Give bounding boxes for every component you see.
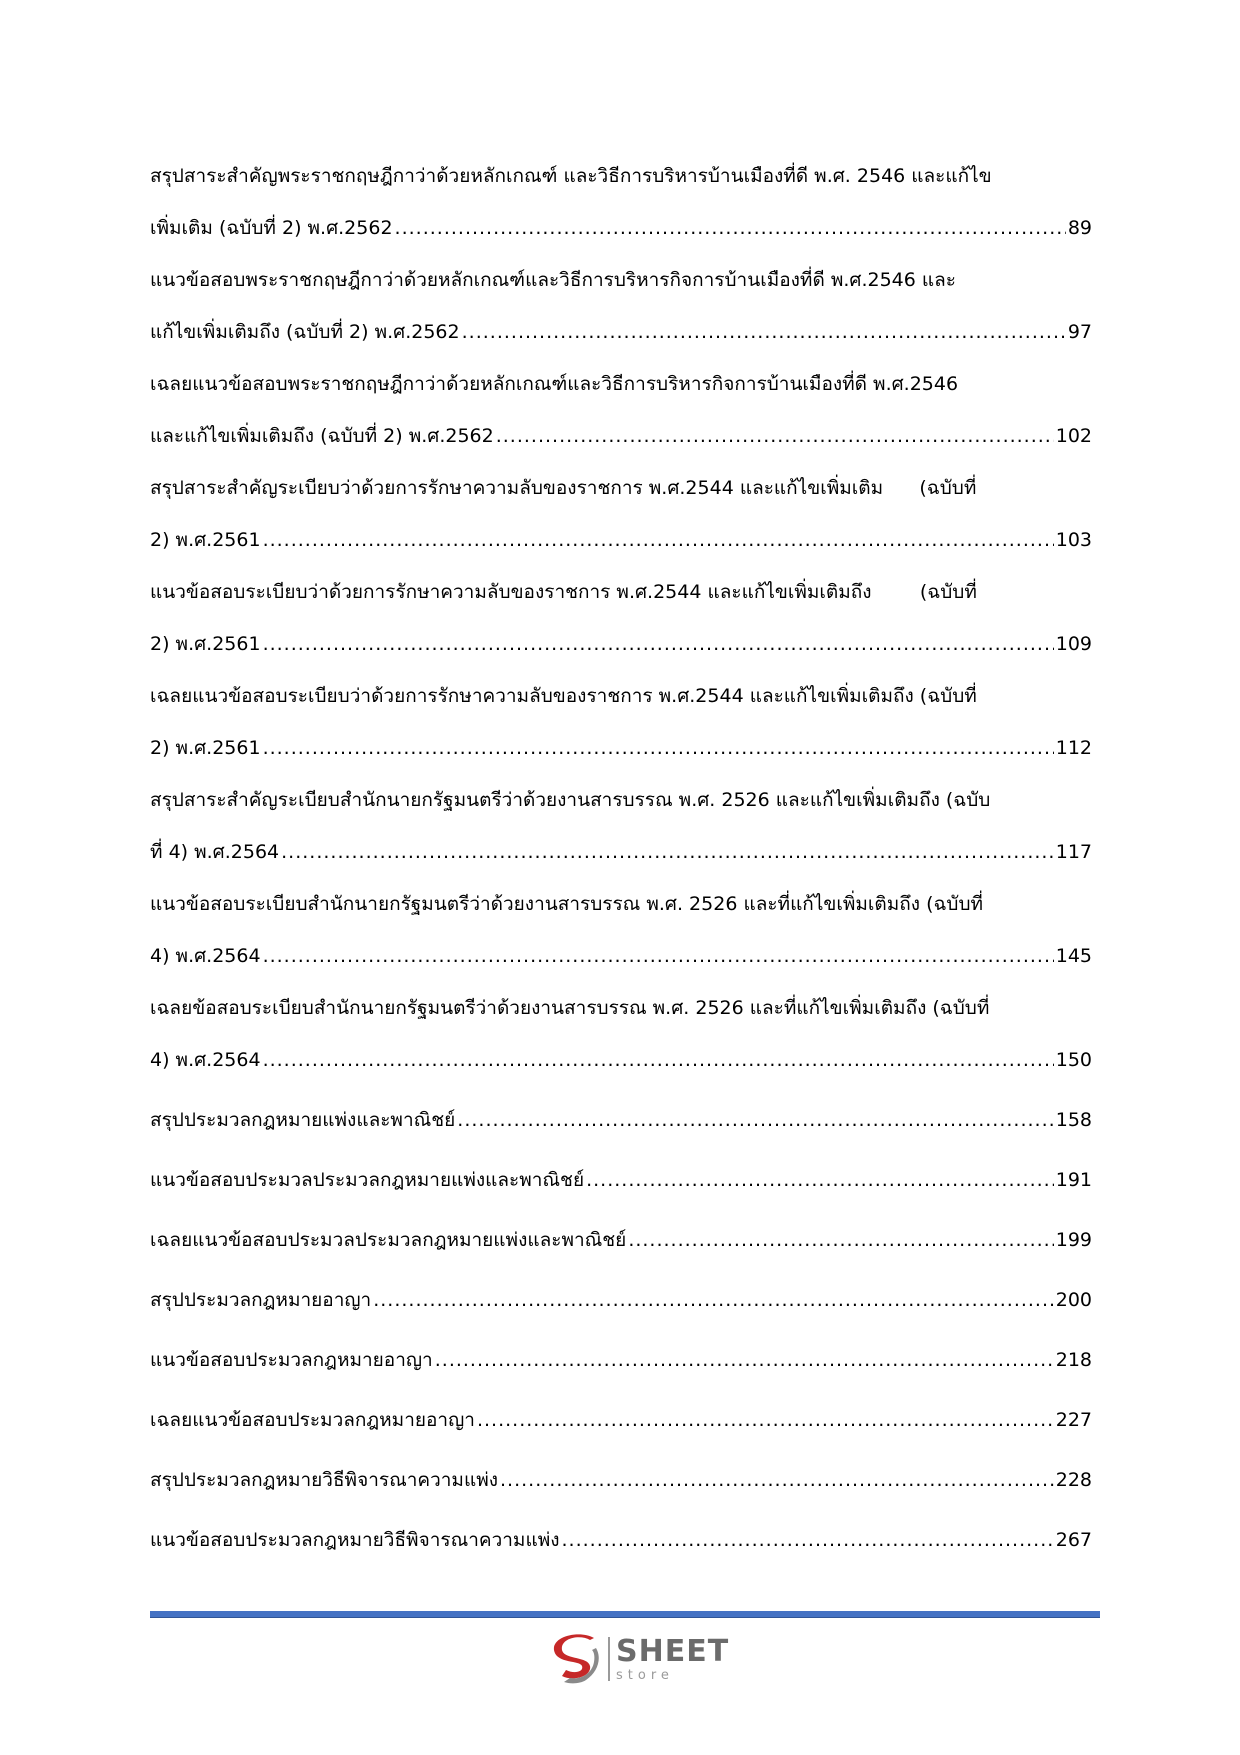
toc-page-number: 218: [1055, 1349, 1092, 1371]
sheet-store-logo-icon: [550, 1632, 604, 1686]
sheet-store-logo: [550, 1632, 729, 1686]
toc-entry-title: เฉลยข้อสอบระเบียบสำนักนายกรัฐมนตรีว่าด้วยงานสารบรรณ พ.ศ. 2526 และที่แก้ไขเพิ่มเติมถึง (ฉบับที่: [150, 997, 990, 1019]
toc-page-number: 117: [1055, 841, 1092, 863]
toc-entry-title: แนวข้อสอบประมวลกฎหมายวิธีพิจารณาความแพ่ง: [150, 1529, 560, 1551]
leader-dots: [628, 1214, 1053, 1266]
leader-dots: [496, 410, 1054, 462]
toc-entry-title: สรุปประมวลกฎหมายวิธีพิจารณาความแพ่ง: [150, 1469, 498, 1491]
toc-page-number: 97: [1067, 321, 1092, 343]
toc-entry-title-cont: ที่ 4) พ.ศ.2564: [150, 841, 280, 863]
toc-entry[interactable]: [150, 1334, 1092, 1386]
toc-page-number: 89: [1067, 217, 1092, 239]
toc-entry-title: แนวข้อสอบประมวลกฎหมายอาญา: [150, 1349, 433, 1371]
leader-dots: [263, 722, 1054, 774]
toc-entry-title-cont: 2) พ.ศ.2561: [150, 633, 261, 655]
logo-word: SHEET: [616, 1633, 730, 1669]
toc-entry[interactable]: [150, 1454, 1092, 1506]
leader-dots: [435, 1334, 1054, 1386]
toc-page-number: 267: [1055, 1529, 1092, 1551]
toc-entry[interactable]: [150, 1094, 1092, 1146]
toc-page-number: 227: [1055, 1409, 1092, 1431]
leader-dots: [263, 1034, 1054, 1086]
toc-entry-title: สรุปสาระสำคัญระเบียบว่าด้วยการรักษาความลับของราชการ พ.ศ.2544 และแก้ไขเพิ่มเติม (ฉบับที่: [150, 477, 977, 499]
toc-entry[interactable]: [150, 1274, 1092, 1326]
toc-page-number: 145: [1055, 945, 1092, 967]
toc-page-number: 158: [1055, 1109, 1092, 1131]
toc-page-number: 191: [1055, 1169, 1092, 1191]
toc-page-number: 109: [1055, 633, 1092, 655]
toc-page-number: 112: [1055, 737, 1092, 759]
toc-entry-title: แนวข้อสอบพระราชกฤษฎีกาว่าด้วยหลักเกณฑ์และวิธีการบริหารกิจการบ้านเมืองที่ดี พ.ศ.2546 และ: [150, 269, 956, 291]
leader-dots: [263, 618, 1054, 670]
toc-entry[interactable]: [150, 774, 1092, 878]
toc-page-number: 150: [1055, 1049, 1092, 1071]
leader-dots: [562, 1514, 1054, 1566]
toc-entry-title-cont: 4) พ.ศ.2564: [150, 945, 261, 967]
leader-dots: [263, 930, 1054, 982]
toc-entry-title: แนวข้อสอบระเบียบสำนักนายกรัฐมนตรีว่าด้วยงานสารบรรณ พ.ศ. 2526 และที่แก้ไขเพิ่มเติมถึง (ฉบับที่: [150, 893, 984, 915]
toc-page-number: 102: [1055, 425, 1092, 447]
table-of-contents: [150, 150, 1092, 1566]
toc-entry-title: แนวข้อสอบระเบียบว่าด้วยการรักษาความลับของราชการ พ.ศ.2544 และแก้ไขเพิ่มเติมถึง (ฉบับที่: [150, 581, 977, 603]
toc-entry-title-cont: และแก้ไขเพิ่มเติมถึง (ฉบับที่ 2) พ.ศ.2562: [150, 425, 494, 447]
toc-entry-title: เฉลยแนวข้อสอบระเบียบว่าด้วยการรักษาความลับของราชการ พ.ศ.2544 และแก้ไขเพิ่มเติมถึง (ฉบับที่: [150, 685, 977, 707]
logo-wordmark: [616, 1633, 730, 1683]
leader-dots: [500, 1454, 1054, 1506]
toc-entry-title-cont: แก้ไขเพิ่มเติมถึง (ฉบับที่ 2) พ.ศ.2562: [150, 321, 460, 343]
toc-entry[interactable]: [150, 462, 1092, 566]
toc-entry-title-cont: 4) พ.ศ.2564: [150, 1049, 261, 1071]
toc-entry-title-cont: 2) พ.ศ.2561: [150, 529, 261, 551]
leader-dots: [373, 1274, 1054, 1326]
toc-page-number: 199: [1055, 1229, 1092, 1251]
toc-entry[interactable]: [150, 254, 1092, 358]
toc-page-number: 200: [1055, 1289, 1092, 1311]
toc-entry-title-cont: เพิ่มเติม (ฉบับที่ 2) พ.ศ.2562: [150, 217, 393, 239]
toc-entry-title: สรุปประมวลกฎหมายแพ่งและพาณิชย์: [150, 1109, 456, 1131]
toc-entry[interactable]: [150, 982, 1092, 1086]
toc-entry-title: สรุปสาระสำคัญพระราชกฤษฎีกาว่าด้วยหลักเกณฑ์ และวิธีการบริหารบ้านเมืองที่ดี พ.ศ. 2546 และแก้ไข: [150, 165, 992, 187]
toc-entry[interactable]: [150, 1154, 1092, 1206]
leader-dots: [263, 514, 1054, 566]
toc-entry[interactable]: [150, 1514, 1092, 1566]
toc-entry-title: สรุปประมวลกฎหมายอาญา: [150, 1289, 372, 1311]
leader-dots: [457, 1094, 1053, 1146]
footer-rule: [150, 1611, 1100, 1618]
logo-separator: [608, 1637, 610, 1681]
toc-entry-title: สรุปสาระสำคัญระเบียบสำนักนายกรัฐมนตรีว่าด้วยงานสารบรรณ พ.ศ. 2526 และแก้ไขเพิ่มเติมถึง (ฉบับ: [150, 789, 991, 811]
toc-entry-title: แนวข้อสอบประมวลประมวลกฎหมายแพ่งและพาณิชย์: [150, 1169, 585, 1191]
leader-dots: [586, 1154, 1054, 1206]
toc-entry[interactable]: [150, 150, 1092, 254]
toc-entry[interactable]: [150, 358, 1092, 462]
leader-dots: [281, 826, 1054, 878]
toc-entry[interactable]: [150, 1394, 1092, 1446]
toc-entry-title: เฉลยแนวข้อสอบประมวลกฎหมายอาญา: [150, 1409, 475, 1431]
toc-page-number: 228: [1055, 1469, 1092, 1491]
toc-entry-title: เฉลยแนวข้อสอบพระราชกฤษฎีกาว่าด้วยหลักเกณฑ์และวิธีการบริหารกิจการบ้านเมืองที่ดี พ.ศ.2546: [150, 373, 959, 395]
toc-entry-title: เฉลยแนวข้อสอบประมวลประมวลกฎหมายแพ่งและพาณิชย์: [150, 1229, 627, 1251]
leader-dots: [462, 306, 1066, 358]
leader-dots: [395, 202, 1066, 254]
leader-dots: [477, 1394, 1054, 1446]
toc-entry[interactable]: [150, 566, 1092, 670]
toc-page-number: 103: [1055, 529, 1092, 551]
logo-subword: store: [616, 1667, 674, 1683]
toc-entry-title-cont: 2) พ.ศ.2561: [150, 737, 261, 759]
toc-entry[interactable]: [150, 670, 1092, 774]
toc-entry[interactable]: [150, 1214, 1092, 1266]
toc-entry[interactable]: [150, 878, 1092, 982]
